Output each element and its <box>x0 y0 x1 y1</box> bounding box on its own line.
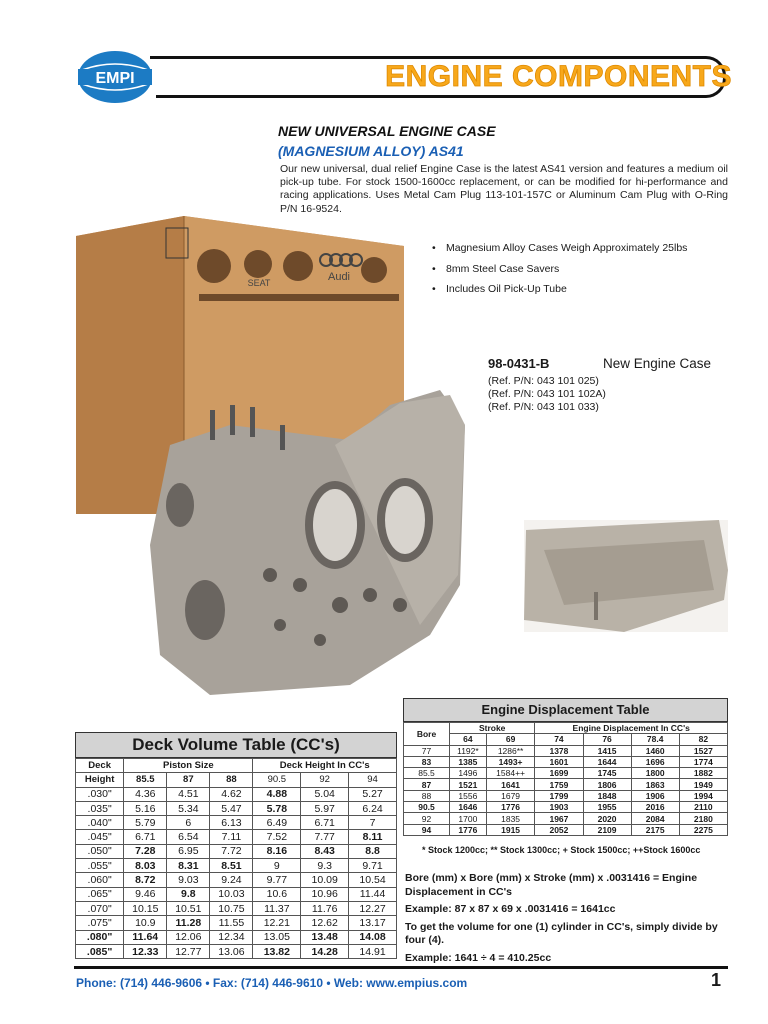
bore-cell: 94 <box>404 824 450 835</box>
table-cell: 1696 <box>631 756 679 767</box>
stroke-column-header: 64 <box>450 734 487 745</box>
table-cell: 9.3 <box>301 859 349 873</box>
seat-brand: SEAT <box>247 278 271 288</box>
table-cell: 11.37 <box>253 901 301 915</box>
table-cell: 1994 <box>679 790 727 801</box>
table-cell: 13.17 <box>349 916 397 930</box>
table-cell: 6 <box>167 816 210 830</box>
table-row <box>404 802 728 813</box>
deck-height-cell: .065" <box>76 887 124 901</box>
deck-height-cell: .085" <box>76 944 124 958</box>
table-cell: 1863 <box>631 779 679 790</box>
table-cell: 13.82 <box>253 944 301 958</box>
table-cell: 9.77 <box>253 873 301 887</box>
bore-cell: 87 <box>404 779 450 790</box>
table-cell: 8.11 <box>349 830 397 844</box>
table-cell: 1700 <box>450 813 487 824</box>
bore-cell: 77 <box>404 745 450 756</box>
table-cell: 1584++ <box>486 768 535 779</box>
table-cell: 10.9 <box>124 916 167 930</box>
piston-size-header: Piston Size <box>124 759 253 773</box>
page-title: ENGINE COMPONENTS <box>385 60 732 93</box>
table-cell: 1378 <box>535 745 583 756</box>
table-cell: 5.16 <box>124 801 167 815</box>
table-cell: 4.36 <box>124 787 167 801</box>
table-cell: 12.06 <box>167 930 210 944</box>
bore-cell: 85.5 <box>404 768 450 779</box>
displacement-table-grid <box>403 722 728 836</box>
reference-part-numbers: (Ref. P/N: 043 101 025) (Ref. P/N: 043 101 102A) (Ref. P/N: 043 101 033) <box>488 375 606 413</box>
table-cell: 10.03 <box>210 887 253 901</box>
table-cell: 2175 <box>631 824 679 835</box>
table-row <box>404 790 728 801</box>
deck-column-header: 87 <box>167 773 210 787</box>
table-cell: 1286** <box>486 745 535 756</box>
table-cell: 1521 <box>450 779 487 790</box>
table-cell: 13.06 <box>210 944 253 958</box>
table-row <box>76 801 397 815</box>
table-cell: 14.08 <box>349 930 397 944</box>
table-row <box>404 779 728 790</box>
formula-example-cylinder: Example: 1641 ÷ 4 = 410.25cc <box>405 951 552 964</box>
table-cell: 7.52 <box>253 830 301 844</box>
table-cell: 1949 <box>679 779 727 790</box>
feature-list <box>432 242 687 304</box>
stroke-header: Stroke <box>450 723 535 734</box>
footer-rule <box>74 966 728 969</box>
table-cell: 4.88 <box>253 787 301 801</box>
deck-column-header: 85.5 <box>124 773 167 787</box>
table-cell: 1967 <box>535 813 583 824</box>
table-cell: 6.49 <box>253 816 301 830</box>
table-cell: 1644 <box>583 756 631 767</box>
table-cell: 2109 <box>583 824 631 835</box>
table-cell: 4.62 <box>210 787 253 801</box>
logo-text: EMPI <box>95 70 135 87</box>
table-row <box>404 824 728 835</box>
table-cell: 6.54 <box>167 830 210 844</box>
table-cell: 1496 <box>450 768 487 779</box>
deck-table-title: Deck Volume Table (CC's) <box>75 732 397 758</box>
table-cell: 14.28 <box>301 944 349 958</box>
bore-cell: 88 <box>404 790 450 801</box>
table-cell: 5.78 <box>253 801 301 815</box>
table-cell: 1192* <box>450 745 487 756</box>
table-cell: 1493+ <box>486 756 535 767</box>
formula-line-cylinder: To get the volume for one (1) cylinder in CC's, simply divide by four (4). <box>405 920 718 947</box>
table-cell: 1906 <box>631 790 679 801</box>
bullet-icon: • <box>432 283 436 295</box>
deck-label: Deck <box>76 759 124 773</box>
table-cell: 9.24 <box>210 873 253 887</box>
table-cell: 14.91 <box>349 944 397 958</box>
table-row <box>404 745 728 756</box>
page-number: 1 <box>711 970 722 990</box>
table-cell: 1641 <box>486 779 535 790</box>
table-cell: 1415 <box>583 745 631 756</box>
displacement-table-title: Engine Displacement Table <box>403 698 728 722</box>
stroke-column-header: 76 <box>583 734 631 745</box>
table-cell: 1806 <box>583 779 631 790</box>
table-row <box>76 816 397 830</box>
table-cell: 1527 <box>679 745 727 756</box>
table-cell: 2180 <box>679 813 727 824</box>
table-cell: 1601 <box>535 756 583 767</box>
table-row <box>76 830 397 844</box>
table-row <box>404 813 728 824</box>
table-cell: 7 <box>349 816 397 830</box>
table-cell: 8.72 <box>124 873 167 887</box>
table-cell: 1835 <box>486 813 535 824</box>
table-row <box>76 787 397 801</box>
table-cell: 6.95 <box>167 844 210 858</box>
bullet-icon: • <box>432 262 436 275</box>
table-cell: 10.15 <box>124 901 167 915</box>
table-row <box>404 768 728 779</box>
table-cell: 12.77 <box>167 944 210 958</box>
table-cell: 1903 <box>535 802 583 813</box>
table-cell: 6.71 <box>124 830 167 844</box>
table-row <box>76 944 397 958</box>
table-row <box>76 844 397 858</box>
table-cell: 12.34 <box>210 930 253 944</box>
table-cell: 11.76 <box>301 901 349 915</box>
table-row <box>76 901 397 915</box>
bullet-icon: • <box>432 242 436 254</box>
deck-height-cell: .055" <box>76 859 124 873</box>
bore-header: Bore <box>404 723 450 746</box>
table-cell: 1955 <box>583 802 631 813</box>
table-cell: 12.33 <box>124 944 167 958</box>
table-cell: 5.47 <box>210 801 253 815</box>
deck-column-header: 90.5 <box>253 773 301 787</box>
deck-column-header: 88 <box>210 773 253 787</box>
table-cell: 11.64 <box>124 930 167 944</box>
table-cell: 1646 <box>450 802 487 813</box>
displacement-table <box>403 698 728 836</box>
table-cell: 7.72 <box>210 844 253 858</box>
bore-cell: 83 <box>404 756 450 767</box>
deck-column-header: 94 <box>349 773 397 787</box>
table-cell: 2016 <box>631 802 679 813</box>
table-cell: 13.05 <box>253 930 301 944</box>
table-cell: 10.75 <box>210 901 253 915</box>
formula-line: Bore (mm) x Bore (mm) x Stroke (mm) x .0031416 = Engine Displacement in CC's <box>405 872 698 898</box>
table-cell: 1799 <box>535 790 583 801</box>
product-description: Our new universal, dual relief Engine Case is the latest AS41 version and features a medium oil pick-up tube. For stock 1500-1600cc replacement, or can be modified for hi-performance and racing applications. Uses Metal Cam Plug 113-101-157C or Aluminum Cam Plug with O-Ring P/N 16-9524. <box>280 163 728 215</box>
table-cell: 11.55 <box>210 916 253 930</box>
table-cell: 5.34 <box>167 801 210 815</box>
deck-height-cell: .075" <box>76 916 124 930</box>
table-row <box>404 756 728 767</box>
table-cell: 2275 <box>679 824 727 835</box>
deck-height-header: Deck Height In CC's <box>253 759 397 773</box>
table-cell: 2084 <box>631 813 679 824</box>
deck-height-cell: .035" <box>76 801 124 815</box>
table-cell: 9 <box>253 859 301 873</box>
table-cell: 12.62 <box>301 916 349 930</box>
deck-height-cell: .045" <box>76 830 124 844</box>
table-cell: 5.79 <box>124 816 167 830</box>
deck-height-cell: .070" <box>76 901 124 915</box>
stroke-column-header: 69 <box>486 734 535 745</box>
table-cell: 5.04 <box>301 787 349 801</box>
feature-item: • Includes Oil Pick-Up Tube <box>432 283 567 295</box>
table-cell: 11.44 <box>349 887 397 901</box>
table-cell: 4.51 <box>167 787 210 801</box>
table-cell: 1460 <box>631 745 679 756</box>
stroke-column-header: 78.4 <box>631 734 679 745</box>
table-cell: 8.16 <box>253 844 301 858</box>
table-cell: 1699 <box>535 768 583 779</box>
table-cell: 7.28 <box>124 844 167 858</box>
deck-table-grid <box>75 758 397 959</box>
table-cell: 10.96 <box>301 887 349 901</box>
table-cell: 1776 <box>450 824 487 835</box>
table-cell: 12.27 <box>349 901 397 915</box>
table-cell: 2020 <box>583 813 631 824</box>
table-cell: 1882 <box>679 768 727 779</box>
case-detail-image <box>524 520 728 632</box>
stroke-column-header: 74 <box>535 734 583 745</box>
height-label: Height <box>76 773 124 787</box>
table-cell: 1385 <box>450 756 487 767</box>
table-cell: 9.71 <box>349 859 397 873</box>
table-cell: 9.03 <box>167 873 210 887</box>
table-cell: 8.43 <box>301 844 349 858</box>
table-cell: 1745 <box>583 768 631 779</box>
table-cell: 9.8 <box>167 887 210 901</box>
formula-example: Example: 87 x 87 x 69 x .0031416 = 1641cc <box>405 903 616 916</box>
table-cell: 6.24 <box>349 801 397 815</box>
table-cell: 8.51 <box>210 859 253 873</box>
table-cell: 2052 <box>535 824 583 835</box>
table-row <box>76 887 397 901</box>
table-cell: 2110 <box>679 802 727 813</box>
product-subtitle: (MAGNESIUM ALLOY) AS41 <box>278 143 464 159</box>
table-cell: 10.6 <box>253 887 301 901</box>
stock-note: * Stock 1200cc; ** Stock 1300cc; + Stock 1500cc; ++Stock 1600cc <box>422 845 701 855</box>
table-cell: 6.13 <box>210 816 253 830</box>
table-cell: 13.48 <box>301 930 349 944</box>
table-cell: 8.03 <box>124 859 167 873</box>
stroke-column-header: 82 <box>679 734 727 745</box>
table-cell: 5.27 <box>349 787 397 801</box>
table-cell: 6.71 <box>301 816 349 830</box>
table-cell: 9.46 <box>124 887 167 901</box>
deck-height-cell: .080" <box>76 930 124 944</box>
table-cell: 1915 <box>486 824 535 835</box>
deck-height-cell: .040" <box>76 816 124 830</box>
table-cell: 7.11 <box>210 830 253 844</box>
table-cell: 1774 <box>679 756 727 767</box>
deck-height-cell: .060" <box>76 873 124 887</box>
displacement-formula <box>405 872 729 970</box>
deck-volume-table <box>75 732 397 959</box>
table-cell: 5.97 <box>301 801 349 815</box>
bore-cell: 92 <box>404 813 450 824</box>
deck-column-header: 92 <box>301 773 349 787</box>
part-number: 98-0431-B <box>488 356 550 371</box>
table-cell: 10.54 <box>349 873 397 887</box>
table-row <box>76 873 397 887</box>
table-cell: 10.51 <box>167 901 210 915</box>
deck-height-cell: .030" <box>76 787 124 801</box>
bore-cell: 90.5 <box>404 802 450 813</box>
part-name: New Engine Case <box>603 356 712 371</box>
deck-height-cell: .050" <box>76 844 124 858</box>
feature-item: • 8mm Steel Case Savers <box>432 262 560 275</box>
audi-brand: Audi <box>327 271 351 283</box>
table-cell: 7.77 <box>301 830 349 844</box>
table-cell: 1776 <box>486 802 535 813</box>
product-title: NEW UNIVERSAL ENGINE CASE <box>278 123 496 139</box>
table-cell: 1759 <box>535 779 583 790</box>
table-cell: 1800 <box>631 768 679 779</box>
table-cell: 11.28 <box>167 916 210 930</box>
table-cell: 1679 <box>486 790 535 801</box>
feature-item: • Magnesium Alloy Cases Weigh Approximately 25lbs <box>432 242 688 254</box>
table-row <box>76 930 397 944</box>
displacement-header: Engine Displacement In CC's <box>535 723 728 734</box>
table-row <box>76 916 397 930</box>
table-cell: 1848 <box>583 790 631 801</box>
table-cell: 1556 <box>450 790 487 801</box>
table-cell: 8.8 <box>349 844 397 858</box>
empi-logo <box>76 50 154 104</box>
footer-contact: Phone: (714) 446-9606 • Fax: (714) 446-9610 • Web: www.empius.com <box>76 976 468 990</box>
table-cell: 10.09 <box>301 873 349 887</box>
table-cell: 12.21 <box>253 916 301 930</box>
table-row <box>76 859 397 873</box>
engine-case-image <box>150 385 470 695</box>
table-cell: 8.31 <box>167 859 210 873</box>
